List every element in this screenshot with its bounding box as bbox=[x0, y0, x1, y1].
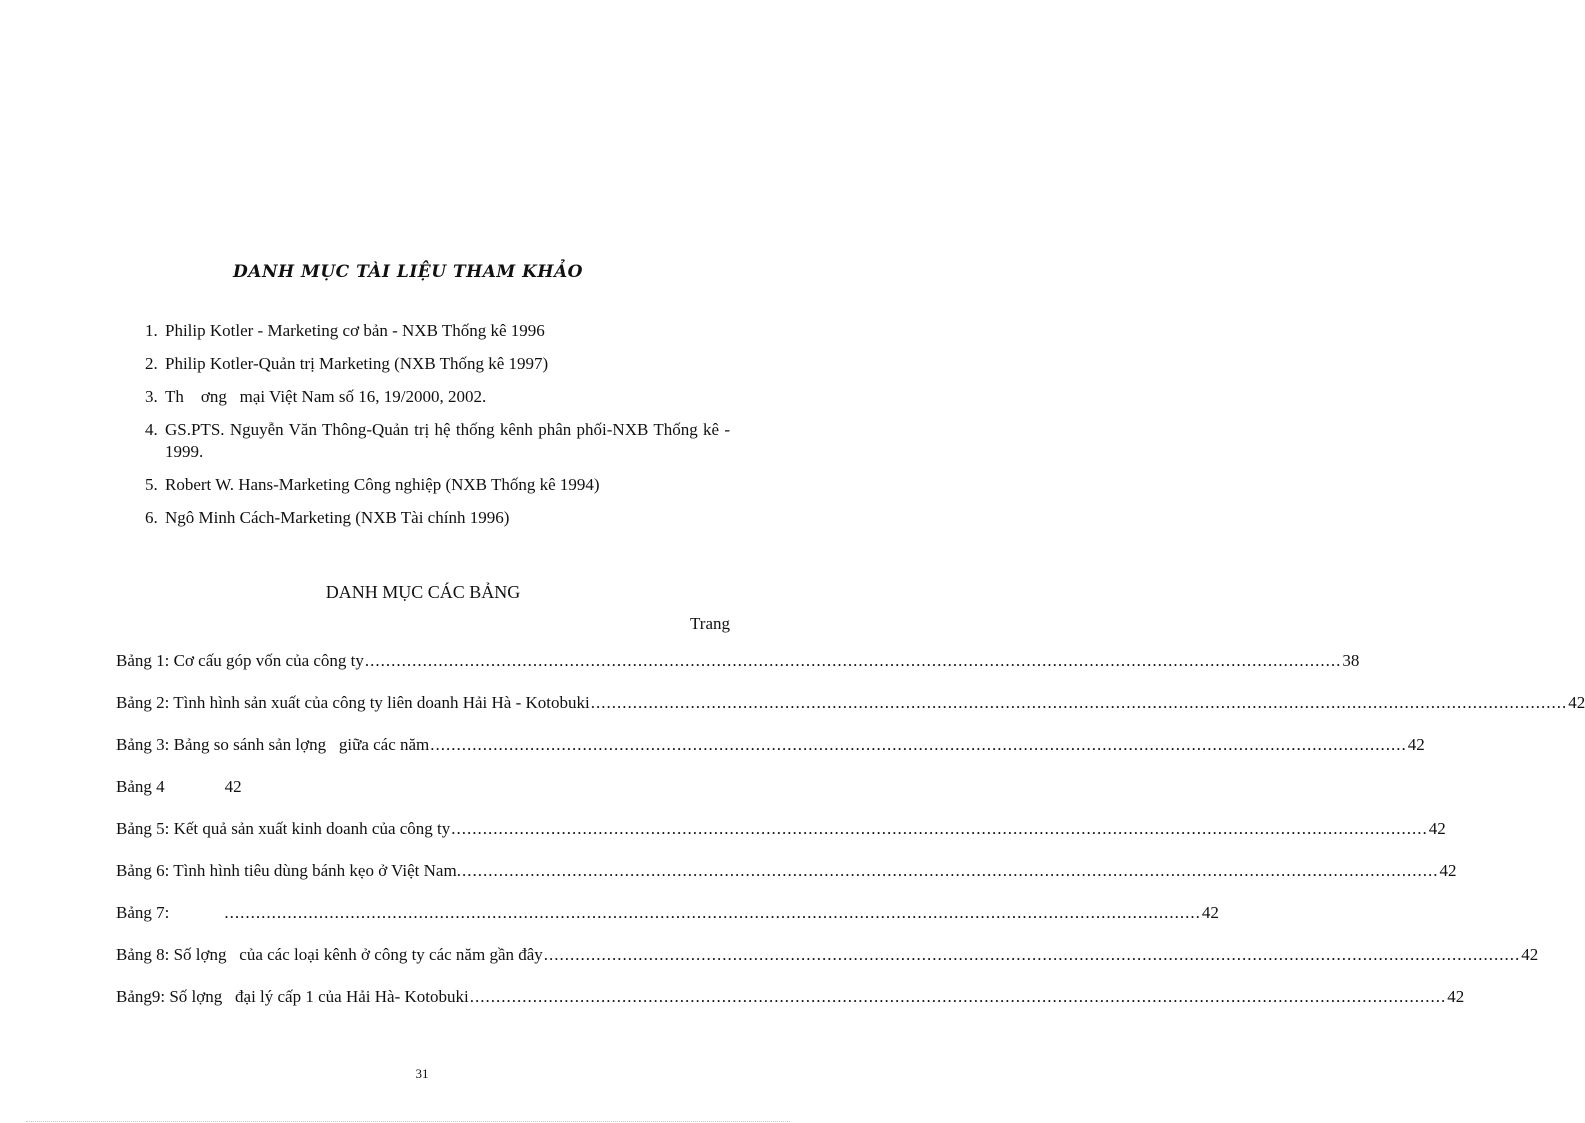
reference-item bbox=[145, 419, 730, 463]
page-column-header: Trang bbox=[690, 614, 730, 633]
table-entry-page: 42 bbox=[1447, 987, 1465, 1006]
references-title: DANH MỤC TÀI LIỆU THAM KHẢO bbox=[233, 262, 583, 282]
table-entry-page: 42 bbox=[1568, 693, 1585, 712]
table-entry-label: Bảng 2: Tình hình sản xuất của công ty liên doanh Hải Hà - Kotobuki bbox=[116, 693, 590, 712]
reference-item bbox=[145, 320, 730, 342]
table-entry bbox=[116, 903, 1219, 945]
dot-leader bbox=[470, 987, 1447, 1007]
table-entry-label: Bảng 5: Kết quả sản xuất kinh doanh của công ty bbox=[116, 819, 451, 838]
reference-text: GS.PTS. Nguyễn Văn Thông-Quản trị hệ thống kênh phân phối-NXB Thống kê - 1999. bbox=[165, 420, 730, 461]
table-entry-page: 42 bbox=[1407, 735, 1425, 754]
reference-text: Th ơng mại Việt Nam số 16, 19/2000, 2002. bbox=[165, 387, 487, 406]
dot-leader bbox=[430, 735, 1407, 755]
reference-item bbox=[145, 507, 730, 529]
reference-number: 4. bbox=[145, 420, 158, 439]
table-entry-label: Bảng 1: Cơ cấu góp vốn của công ty bbox=[116, 651, 364, 670]
table-entry bbox=[116, 651, 1360, 693]
page-number: 31 bbox=[415, 1066, 429, 1081]
tables-list bbox=[116, 651, 1585, 1029]
table-entry-label: Bảng9: Số lợng đại lý cấp 1 của Hải Hà- Kotobuki bbox=[116, 987, 469, 1006]
page-bottom-border bbox=[26, 1121, 790, 1122]
reference-item bbox=[145, 386, 730, 408]
table-entry bbox=[116, 987, 1465, 1029]
table-entry bbox=[116, 945, 1539, 987]
table-entry bbox=[116, 861, 1457, 903]
reference-item bbox=[145, 474, 730, 496]
table-entry-page: 42 bbox=[1521, 945, 1539, 964]
tables-list-title: DANH MỤC CÁC BẢNG bbox=[325, 582, 521, 602]
reference-number: 3. bbox=[145, 387, 158, 406]
table-entry-label: Bảng 8: Số lợng của các loại kênh ở công ty các năm gần đây bbox=[116, 945, 543, 964]
table-entry-label: Bảng 6: Tình hình tiêu dùng bánh kẹo ở Việt Nam. bbox=[116, 861, 461, 880]
table-entry-page: 42 bbox=[1201, 903, 1219, 922]
table-entry bbox=[116, 777, 710, 819]
dot-leader bbox=[224, 903, 1201, 923]
dot-leader bbox=[462, 861, 1439, 881]
table-entry-page: 42 bbox=[1428, 819, 1446, 838]
reference-list bbox=[145, 320, 730, 540]
reference-number: 5. bbox=[145, 475, 158, 494]
reference-item bbox=[145, 353, 730, 375]
reference-text: Philip Kotler-Quản trị Marketing (NXB Thống kê 1997) bbox=[165, 354, 549, 373]
table-entry bbox=[116, 735, 1425, 777]
reference-text: Philip Kotler - Marketing cơ bản - NXB Thống kê 1996 bbox=[165, 321, 545, 340]
reference-text: Ngô Minh Cách-Marketing (NXB Tài chính 1996) bbox=[165, 508, 510, 527]
table-entry bbox=[116, 819, 1446, 861]
table-entry-label: Bảng 7: bbox=[116, 903, 170, 922]
table-entry-label: Bảng 3: Bảng so sánh sản lợng giữa các năm bbox=[116, 735, 430, 754]
reference-number: 1. bbox=[145, 321, 158, 340]
table-entry-label: Bảng 4 bbox=[116, 777, 165, 796]
table-entry bbox=[116, 693, 1585, 735]
reference-text: Robert W. Hans-Marketing Công nghiệp (NXB Thống kê 1994) bbox=[165, 475, 600, 494]
dot-leader bbox=[544, 945, 1521, 965]
table-entry-page: 42 bbox=[224, 777, 242, 796]
table-entry-page: 42 bbox=[1439, 861, 1457, 880]
table-entry-page: 38 bbox=[1342, 651, 1360, 670]
reference-number: 6. bbox=[145, 508, 158, 527]
dot-leader bbox=[365, 651, 1342, 671]
reference-number: 2. bbox=[145, 354, 158, 373]
dot-leader bbox=[451, 819, 1428, 839]
dot-leader bbox=[591, 693, 1568, 713]
